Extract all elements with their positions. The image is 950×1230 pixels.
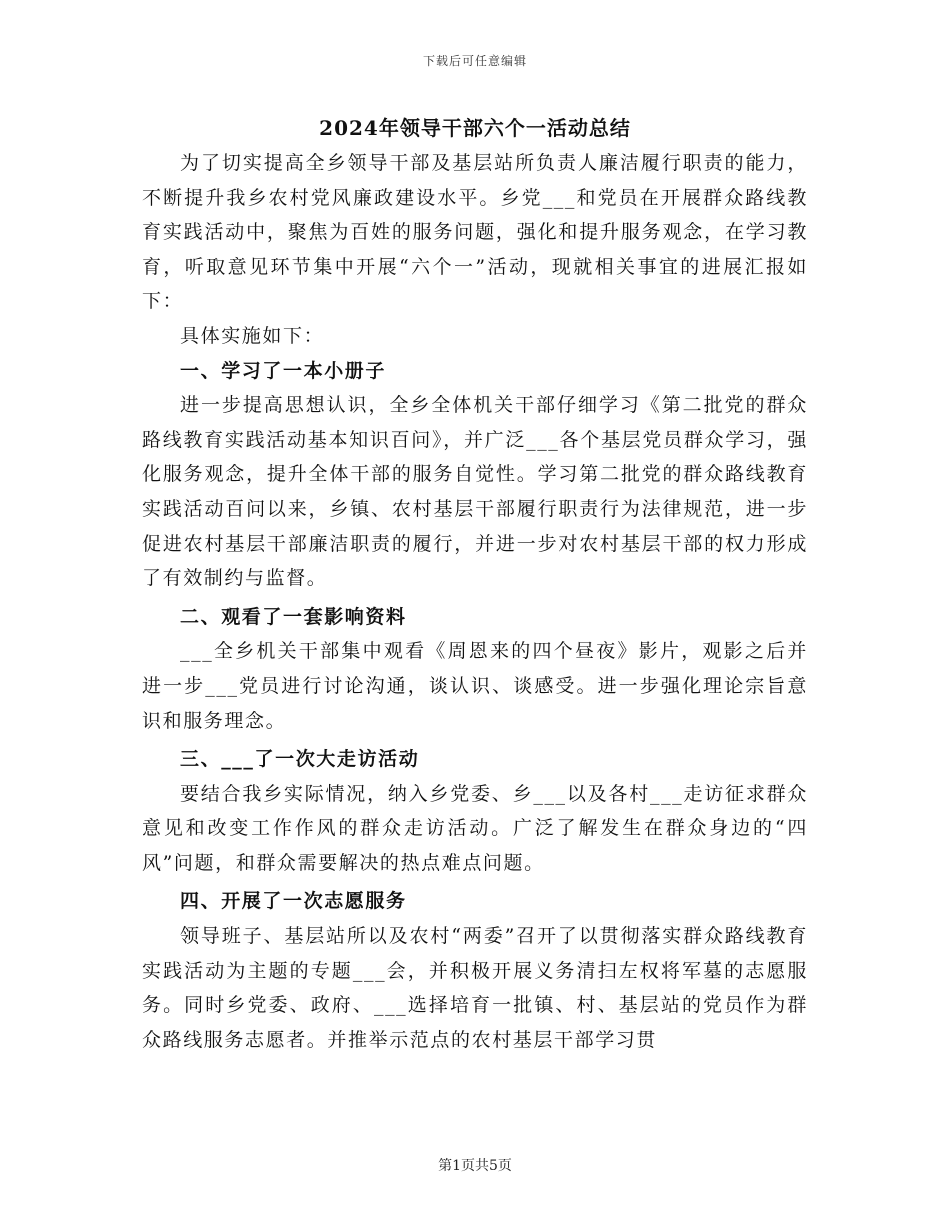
section-heading-3: 三、___了一次大走访活动 bbox=[180, 748, 420, 771]
section-body-2: ___全乡机关干部集中观看《周恩来的四个昼夜》影片，观影之后并进一步___党员进行讨论沟通，谈认识、谈感受。进一步强化理论宗旨意识和服务理念。 bbox=[142, 640, 808, 732]
section-body-4: 领导班子、基层站所以及农村“两委”召开了以贯彻落实群众路线教育实践活动为主题的专题___会，并积极开展义务清扫左权将军墓的志愿服务。同时乡党委、政府、___选择培育一批镇、村、基层站的党员作为群众路线服务志愿者。并推举示范点的农村基层干部学习贯 bbox=[142, 925, 808, 1051]
section-heading-4: 四、开展了一次志愿服务 bbox=[180, 890, 407, 913]
page-number: 第1页共5页 bbox=[438, 1158, 512, 1174]
page-header: 下载后可任意编辑 bbox=[422, 54, 527, 68]
section-body-3: 要结合我乡实际情况，纳入乡党委、乡___以及各村___走访征求群众意见和改变工作作风的群众走访活动。广泛了解发生在群众身边的“四风”问题，和群众需要解决的热点难点问题。 bbox=[142, 782, 808, 874]
section-body-1: 进一步提高思想认识，全乡全体机关干部仔细学习《第二批党的群众路线教育实践活动基本知识百问》，并广泛___各个基层党员群众学习，强化服务观念，提升全体干部的服务自觉性。学习第二批党的群众路线教育实践活动百问以来，乡镇、农村基层干部履行职责行为法律规范，进一步促进农村基层干部廉洁职责的履行，并进一步对农村基层干部的权力形成了有效制约与监督。 bbox=[142, 394, 808, 590]
document-title: 2024年领导干部六个一活动总结 bbox=[319, 116, 631, 140]
intro-paragraph: 为了切实提高全乡领导干部及基层站所负责人廉洁履行职责的能力，不断提升我乡农村党风廉政建设水平。乡党___和党员在开展群众路线教育实践活动中，聚焦为百姓的服务问题，强化和提升服务观念，在学习教育，听取意见环节集中开展“六个一”活动，现就相关事宜的进展汇报如下： bbox=[142, 152, 808, 313]
section-heading-1: 一、学习了一本小册子 bbox=[180, 359, 387, 382]
section-heading-2: 二、观看了一套影响资料 bbox=[180, 605, 407, 628]
lead-paragraph: 具体实施如下： bbox=[180, 324, 325, 347]
document-body bbox=[142, 146, 808, 1057]
